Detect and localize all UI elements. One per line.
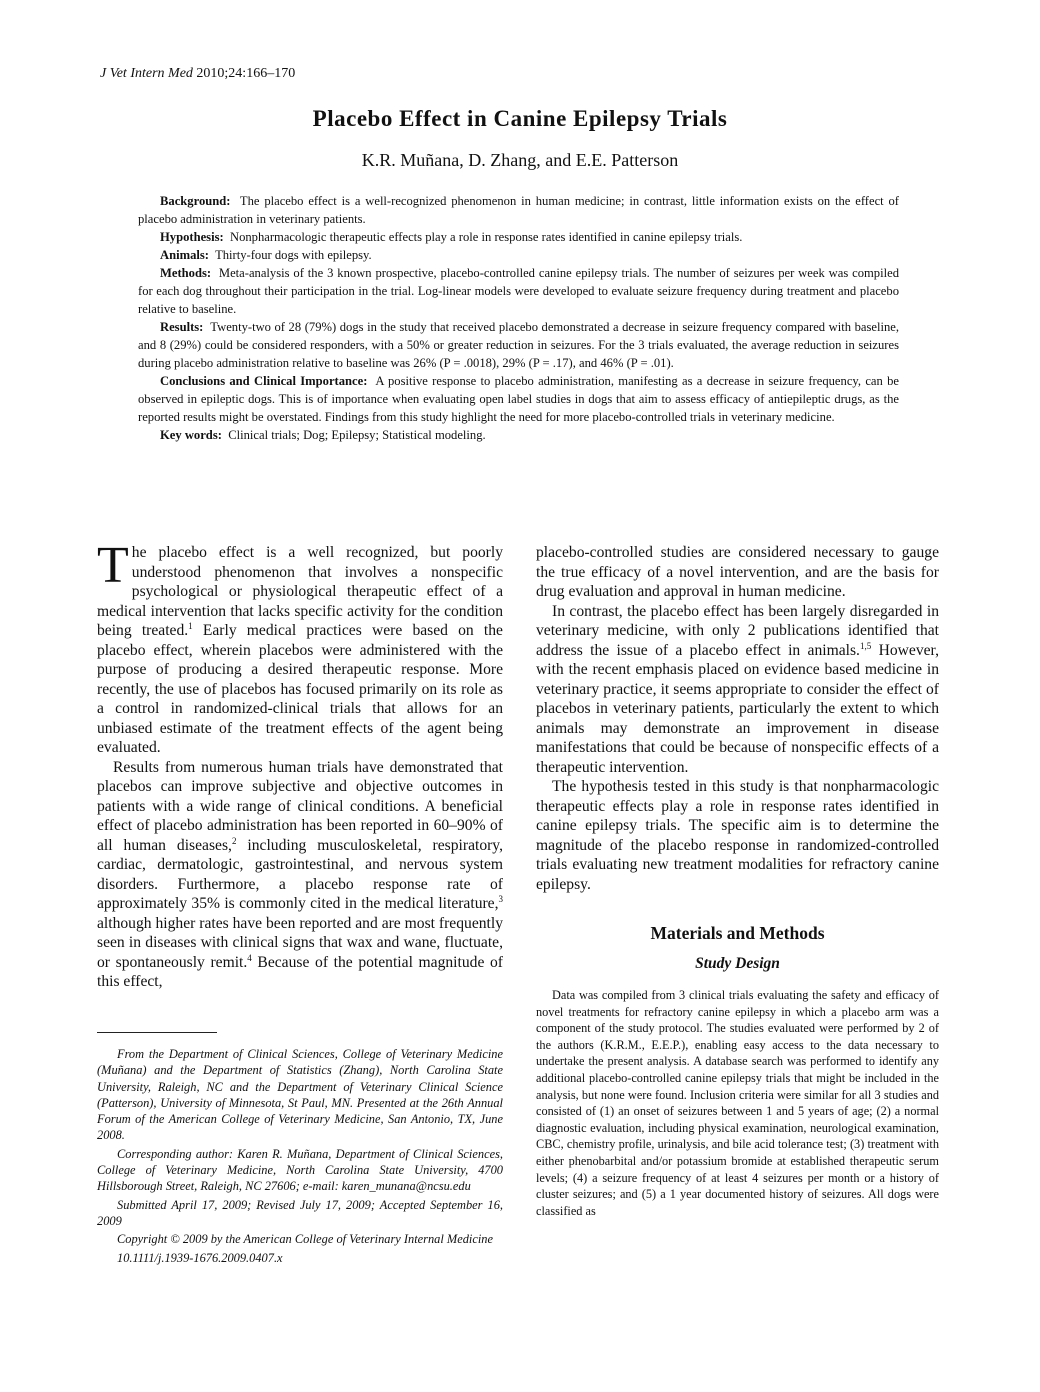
body-text: Early medical practices were based on the placebo effect, wherein placebos were administered with the purpose of producing a desired therapeutic response. More recently, the use of placebos has focused primarily on its role as a control in randomized-clinical trials that allows for an unbiased estimate of the treatment effects of the agent being evaluated. [97, 622, 503, 756]
footnote-copyright: Copyright © 2009 by the American College of Veterinary Internal Medicine [117, 1232, 494, 1247]
body-paragraph [97, 758, 503, 992]
abstract-conclusions [138, 372, 899, 426]
abstract-label: Animals: [160, 248, 209, 262]
body-paragraph [97, 537, 503, 758]
body-text: Results from numerous human trials have demonstrated that placebos can improve subjective and objective outcomes in patients with a wide range of clinical conditions. A beneficial effect of placebo administration has been reported in 60–90% of all human diseases, [97, 758, 503, 854]
abstract-text: Meta-analysis of the 3 known prospective, placebo-controlled canine epilepsy trials. The number of seizures per week was compiled for each dog throughout their participation in the trial. Log-linear models were developed to evaluate seizure frequency during treatment and placebo relative to baseline. [138, 266, 899, 316]
journal-abbreviation: J Vet Intern Med [100, 66, 193, 81]
citation-ref: 4 [247, 952, 252, 963]
abstract-text: Twenty-two of 28 (79%) dogs in the study that received placebo demonstrated a decrease in seizure frequency compared with baseline, and 8 (29%) could be considered responders, with a 50% or greater reduction in seizures. For the 3 trials evaluated, the average reduction in seizures during placebo administration relative to baseline was 26% (P = .0018), 29% (P = .17), and 46% (P = .01). [138, 320, 899, 370]
abstract-text: A positive response to placebo administration, manifesting as a decrease in seizure frequency, can be observed in epileptic dogs. This is of importance when evaluating open label studies in dogs that aim to assess efficacy of antiepileptic drugs, as the reported results might be overstated. Findings from this study highlight the need for more placebo-controlled trials in veterinary medicine. [138, 374, 899, 424]
body-paragraph: The hypothesis tested in this study is that nonpharmacologic therapeutic effects play a role in response rates identified in canine epilepsy trials. The specific aim is to determine the magnitude of the placebo response in randomized-controlled trials evaluating new treatment modalities for refractory canine epilepsy. [536, 778, 939, 893]
body-text: However, with the recent emphasis placed on evidence based medicine in veterinary practice, it seems appropriate to consider the effect of placebos in veterinary patients, particularly the extent to which animals may demonstrate an improvement in disease manifestations that could be because of nonspecific effects of a therapeutic intervention. [536, 641, 939, 776]
footnote-corresponding: Corresponding author: Karen R. Muñana, Department of Clinical Sciences, College of Veterinary Medicine, North Carolina State University, 4700 Hillsborough Street, Raleigh, NC 27606; e-mail: karen_munana@ncsu.edu [97, 1146, 503, 1194]
abstract-text: Clinical trials; Dog; Epilepsy; Statistical modeling. [228, 428, 486, 442]
abstract-text: Nonpharmacologic therapeutic effects play a role in response rates identified in canine epilepsy trials. [229, 230, 743, 244]
subsection-heading: Study Design [695, 954, 780, 972]
abstract-methods [138, 264, 899, 318]
journal-volume: 2010;24:166–170 [196, 66, 296, 81]
abstract-label: Hypothesis: [160, 230, 224, 244]
abstract-results [138, 318, 899, 372]
abstract-background [138, 192, 899, 228]
body-text: he placebo effect is a well recognized, but poorly understood phenomenon that involves a nonspecific psychological or physiological therapeutic effect of a medical intervention that lacks specific activity for the condition being treated. [97, 544, 503, 639]
abstract-animals [138, 246, 899, 264]
abstract-label: Background: [160, 194, 231, 208]
body-text: In contrast, the placebo effect has been largely disregarded in veterinary medicine, with only 2 publications identified that address the issue of a placebo effect in animals. [536, 602, 939, 659]
abstract-hypothesis [138, 228, 899, 246]
citation-ref: 3 [498, 893, 503, 904]
journal-citation [100, 66, 295, 82]
drop-cap: T [97, 537, 129, 594]
footnote-dates: Submitted April 17, 2009; Revised July 17, 2009; Accepted September 16, 2009 [97, 1197, 503, 1228]
abstract-label: Conclusions and Clinical Importance: [160, 374, 368, 388]
footnotes [97, 1046, 503, 1268]
citation-ref: 1 [188, 620, 193, 631]
abstract-text: The placebo effect is a well-recognized phenomenon in human medicine; in contrast, little information exists on the effect of placebo administration in veterinary patients. [138, 194, 899, 226]
body-text: including musculoskeletal, respiratory, cardiac, dermatologic, gastrointestinal, and nervous system disorders. Furthermore, a placebo response rate of approximately 35% is commonly cited in the medical literature, [97, 836, 503, 912]
footnote-divider [97, 1032, 217, 1033]
section-heading: Materials and Methods [650, 923, 825, 943]
footnote-affiliation: From the Department of Clinical Sciences, College of Veterinary Medicine (Muñana) and the Department of Statistics (Zhang), North Carolina State University, Raleigh, NC and the Department of Veterinary Clinical Science (Patterson), University of Minnesota, St Paul, MN. Presented at the 26th Annual Forum of the American College of Veterinary Medicine, San Antonio, TX, June 2008. [97, 1047, 503, 1143]
body-paragraph: placebo-controlled studies are considered necessary to gauge the true efficacy of a novel intervention, and are the basis for drug evaluation and approval in human medicine. [536, 544, 939, 600]
abstract-label: Results: [160, 320, 204, 334]
body-paragraph [536, 602, 939, 778]
article-authors: K.R. Muñana, D. Zhang, and E.E. Patterson [361, 150, 679, 170]
abstract-label: Key words: [160, 428, 222, 442]
left-column [97, 537, 503, 992]
abstract-keywords [138, 426, 899, 444]
citation-ref: 1,5 [859, 640, 872, 651]
body-paragraph: Data was compiled from 3 clinical trials evaluating the safety and efficacy of novel treatments for refractory canine epilepsy in which a placebo arm was a component of the study protocol. The studies evaluated were performed by 2 of the authors (K.R.M., E.E.P.), enabling easy access to the data necessary to undertake the present analysis. A database search was performed to identify any additional placebo-controlled canine epilepsy trials that might be included in the analysis, but none were found. Inclusion criteria were similar for all 3 studies and consisted of (1) an onset of seizures between 1 and 5 years of age; (2) a normal diagnostic evaluation, including physical examination, neurological examination, CBC, chemistry profile, urinalysis, and bile acid tolerance test; (3) treatment with either phenobarbital and/or potassium bromide at established therapeutic serum levels; (4) a seizure frequency of at least 4 seizures per month or a history of cluster seizures; and (5) a 1 year documented history of seizures. All dogs were classified as [536, 988, 939, 1218]
abstract-label: Methods: [160, 266, 212, 280]
abstract [138, 192, 899, 444]
body-text: although higher rates have been reported and are most frequently seen in diseases with clinical signs that wax and wane, fluctuate, or spontaneously remit. [97, 914, 503, 971]
body-text: Because of the potential magnitude of this effect, [97, 953, 503, 990]
footnote-doi: 10.1111/j.1939-1676.2009.0407.x [117, 1250, 283, 1265]
abstract-text: Thirty-four dogs with epilepsy. [215, 248, 372, 262]
citation-ref: 2 [231, 835, 237, 846]
right-column [536, 543, 939, 1219]
article-title: Placebo Effect in Canine Epilepsy Trials [312, 106, 728, 131]
